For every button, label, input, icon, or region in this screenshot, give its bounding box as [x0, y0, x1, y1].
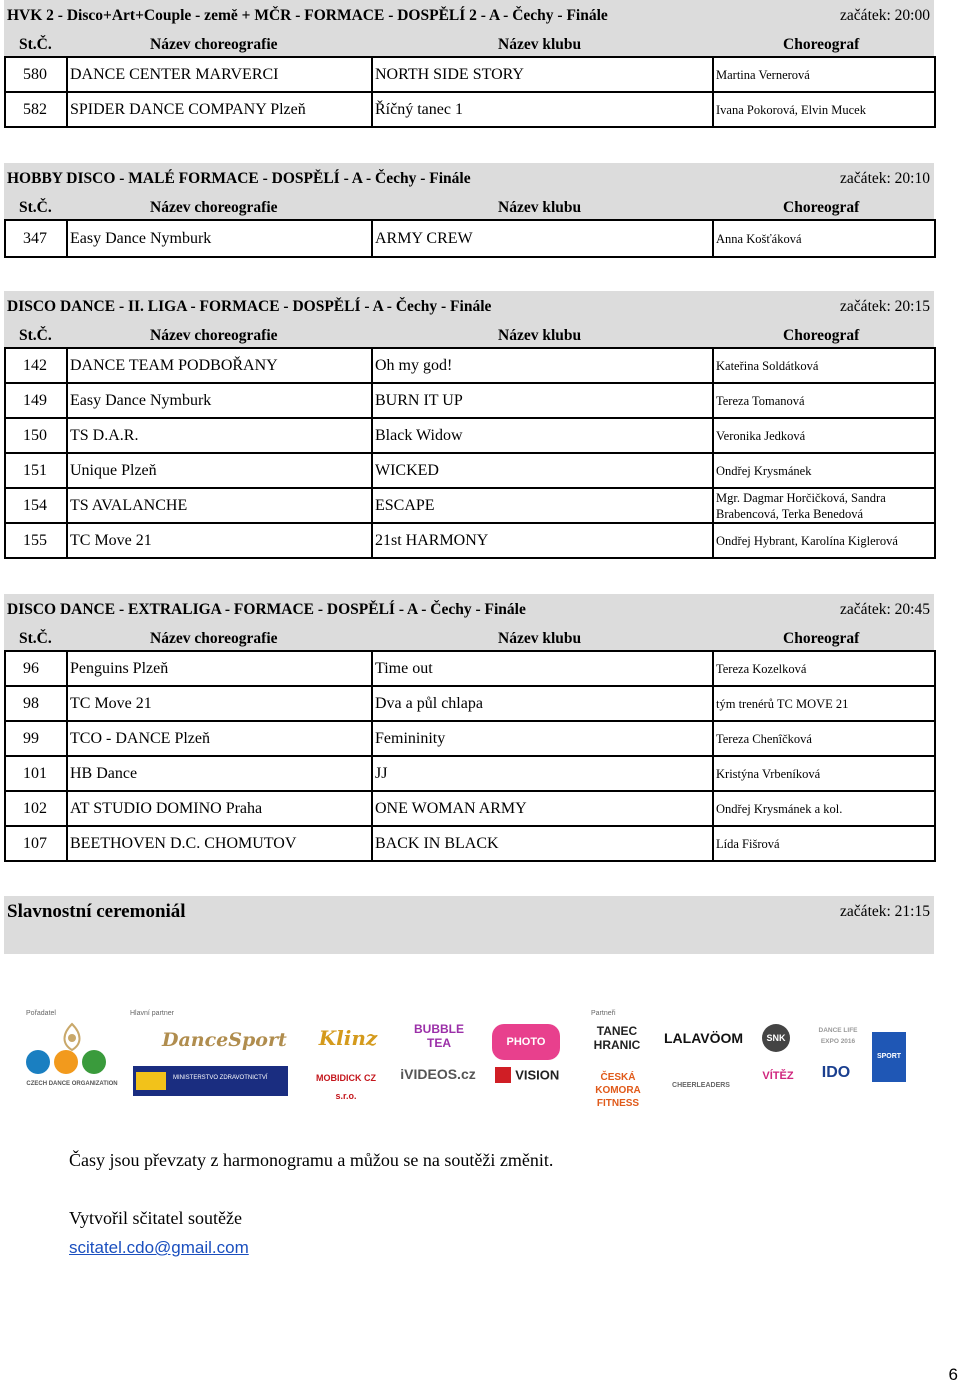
section-start-time: začátek: 20:10 [840, 170, 930, 187]
section-title: HVK 2 - Disco+Art+Couple - země + MČR - FORMACE - DOSPĚLÍ 2 - A - Čechy - Finále [7, 7, 608, 24]
section-start-time: začátek: 20:45 [840, 601, 930, 618]
club-name: BURN IT UP [372, 383, 713, 418]
results-table [4, 219, 936, 258]
dance-life-expo-logo: DANCE LIFE EXPO 2016 [818, 1027, 858, 1045]
column-header-st: St.Č. [19, 199, 52, 216]
start-number: 107 [5, 826, 67, 861]
choreography-name: TC Move 21 [67, 523, 372, 558]
choreographer: Tereza Kozelková [713, 651, 935, 686]
vitez-logo: VÍTĚZ [762, 1070, 794, 1082]
creator-note: Vytvořil sčitatel soutěže [69, 1208, 242, 1228]
club-name: Time out [372, 651, 713, 686]
results-table [4, 650, 936, 862]
fitness-logo: ČESKÁ KOMORA FITNESS [595, 1072, 641, 1109]
table-row [5, 57, 935, 92]
choreography-name: AT STUDIO DOMINO Praha [67, 791, 372, 826]
column-header-name: Název choreografie [150, 327, 278, 344]
choreography-name: DANCE CENTER MARVERCI [67, 57, 372, 92]
vision-logo: VISION [490, 1066, 564, 1090]
start-number: 102 [5, 791, 67, 826]
section-ceremony [4, 896, 934, 954]
start-number: 149 [5, 383, 67, 418]
choreography-name: TC Move 21 [67, 686, 372, 721]
table-row [5, 651, 935, 686]
column-header-club: Název klubu [498, 36, 582, 53]
section-title: DISCO DANCE - II. LIGA - FORMACE - DOSPĚLÍ - A - Čechy - Finále [7, 298, 492, 315]
table-row [5, 92, 935, 127]
column-header-club: Název klubu [498, 327, 582, 344]
start-number: 101 [5, 756, 67, 791]
dancesport-logo: DanceSport [162, 1029, 287, 1051]
section-header [4, 594, 934, 650]
ceremony-start-time: začátek: 21:15 [840, 903, 930, 920]
choreographer: Mgr. Dagmar Horčičková, Sandra Brabencová, Terka Benedová [713, 488, 935, 523]
table-row [5, 453, 935, 488]
choreographer: Ivana Pokorová, Elvin Mucek [713, 92, 935, 127]
page-number: 6 [948, 1365, 958, 1384]
choreographer: Ondřej Krysmánek a kol. [713, 791, 935, 826]
choreographer: Veronika Jedková [713, 418, 935, 453]
ministry-logo: MINISTERSTVO ZDRAVOTNICTVÍ [133, 1066, 288, 1096]
club-name: Black Widow [372, 418, 713, 453]
start-number: 150 [5, 418, 67, 453]
cheerleaders-logo: CHEERLEADERS [672, 1082, 730, 1089]
club-name: ONE WOMAN ARMY [372, 791, 713, 826]
sponsors-strip [26, 1000, 902, 1110]
club-name: Oh my god! [372, 348, 713, 383]
club-name: ESCAPE [372, 488, 713, 523]
choreographer: Anna Košťáková [713, 220, 935, 257]
results-table [4, 56, 936, 128]
column-header-choreographer: Choreograf [783, 199, 860, 216]
table-row [5, 220, 935, 257]
choreographer: Martina Vernerová [713, 57, 935, 92]
column-header-name: Název choreografie [150, 630, 278, 647]
choreography-name: HB Dance [67, 756, 372, 791]
choreography-name: Easy Dance Nymburk [67, 220, 372, 257]
choreography-name: BEETHOVEN D.C. CHOMUTOV [67, 826, 372, 861]
table-row [5, 523, 935, 558]
table-row [5, 686, 935, 721]
club-name: Říčný tanec 1 [372, 92, 713, 127]
table-row [5, 721, 935, 756]
photo-logo: PHOTO [492, 1024, 560, 1060]
table-row [5, 418, 935, 453]
column-header-st: St.Č. [19, 327, 52, 344]
choreography-name: Penguins Plzeň [67, 651, 372, 686]
start-number: 347 [5, 220, 67, 257]
snk-logo: SNK [762, 1024, 790, 1052]
column-header-club: Název klubu [498, 630, 582, 647]
sponsor-label-organizer: Pořadatel [26, 1010, 56, 1017]
table-row [5, 488, 935, 523]
section-disco-extraliga [4, 594, 934, 862]
choreography-name: Unique Plzeň [67, 453, 372, 488]
column-header-choreographer: Choreograf [783, 327, 860, 344]
club-name: WICKED [372, 453, 713, 488]
choreography-name: TCO - DANCE Plzeň [67, 721, 372, 756]
table-row [5, 756, 935, 791]
cdo-logo [26, 1020, 118, 1098]
column-header-name: Název choreografie [150, 36, 278, 53]
section-title: DISCO DANCE - EXTRALIGA - FORMACE - DOSPĚLÍ - A - Čechy - Finále [7, 601, 526, 618]
section-header [4, 163, 934, 219]
mobidick-logo: MOBIDICK CZ s.r.o. [316, 1073, 376, 1101]
section-hvk2 [4, 0, 934, 128]
table-row [5, 791, 935, 826]
vision-icon [495, 1067, 511, 1083]
start-number: 155 [5, 523, 67, 558]
choreographer: Tereza Chenîčková [713, 721, 935, 756]
start-number: 142 [5, 348, 67, 383]
sponsor-label-main: Hlavní partner [130, 1010, 174, 1017]
section-header [4, 0, 934, 56]
club-name: BACK IN BLACK [372, 826, 713, 861]
club-name: NORTH SIDE STORY [372, 57, 713, 92]
klinz-logo: Klinz [318, 1026, 378, 1050]
start-number: 151 [5, 453, 67, 488]
cdo-logo-text: CZECH DANCE ORGANIZATION [26, 1081, 118, 1087]
choreography-name: DANCE TEAM PODBOŘANY [67, 348, 372, 383]
table-row [5, 383, 935, 418]
choreographer: Ondřej Hybrant, Karolína Kiglerová [713, 523, 935, 558]
choreographer: Kateřina Soldátková [713, 348, 935, 383]
choreography-name: Easy Dance Nymburk [67, 383, 372, 418]
start-number: 96 [5, 651, 67, 686]
section-start-time: začátek: 20:00 [840, 7, 930, 24]
choreography-name: TS D.A.R. [67, 418, 372, 453]
column-header-choreographer: Choreograf [783, 630, 860, 647]
choreographer: Tereza Tomanová [713, 383, 935, 418]
choreographer: Kristýna Vrbeníková [713, 756, 935, 791]
table-row [5, 348, 935, 383]
section-start-time: začátek: 20:15 [840, 298, 930, 315]
ido-logo: IDO [821, 1064, 851, 1081]
section-hobby-disco [4, 163, 934, 258]
section-disco-2-liga [4, 291, 934, 559]
bubble-tea-logo: BUBBLE TEA [414, 1022, 464, 1050]
sport-badge-logo: SPORT [872, 1032, 906, 1082]
start-number: 154 [5, 488, 67, 523]
column-header-st: St.Č. [19, 36, 52, 53]
choreographer: tým trenérů TC MOVE 21 [713, 686, 935, 721]
cdo-emblem-icon [26, 1020, 118, 1076]
club-name: Dva a půl chlapa [372, 686, 713, 721]
email-link[interactable]: scitatel.cdo@gmail.com [69, 1238, 249, 1257]
choreography-name: SPIDER DANCE COMPANY Plzeň [67, 92, 372, 127]
column-header-name: Název choreografie [150, 199, 278, 216]
sponsor-label-partners: Partneři [591, 1010, 616, 1017]
tanec-hranic-logo: TANEC HRANIC [593, 1024, 641, 1052]
club-name: 21st HARMONY [372, 523, 713, 558]
start-number: 580 [5, 57, 67, 92]
lalavoom-logo: LALAVÖOM [664, 1030, 744, 1046]
results-table [4, 347, 936, 559]
column-header-club: Název klubu [498, 199, 582, 216]
club-name: Femininity [372, 721, 713, 756]
club-name: ARMY CREW [372, 220, 713, 257]
choreographer: Ondřej Krysmánek [713, 453, 935, 488]
schedule-note: Časy jsou převzaty z harmonogramu a můžou se na soutěži změnit. [69, 1150, 554, 1170]
column-header-st: St.Č. [19, 630, 52, 647]
choreographer: Lída Fišrová [713, 826, 935, 861]
ministry-emblem-icon [136, 1072, 166, 1090]
section-header [4, 291, 934, 347]
section-title: HOBBY DISCO - MALÉ FORMACE - DOSPĚLÍ - A - Čechy - Finále [7, 170, 471, 187]
ceremony-title: Slavnostní ceremoniál [7, 901, 186, 922]
club-name: JJ [372, 756, 713, 791]
start-number: 98 [5, 686, 67, 721]
start-number: 582 [5, 92, 67, 127]
table-row [5, 826, 935, 861]
choreography-name: TS AVALANCHE [67, 488, 372, 523]
column-header-choreographer: Choreograf [783, 36, 860, 53]
ivideos-logo: iVIDEOS.cz [400, 1066, 476, 1082]
start-number: 99 [5, 721, 67, 756]
